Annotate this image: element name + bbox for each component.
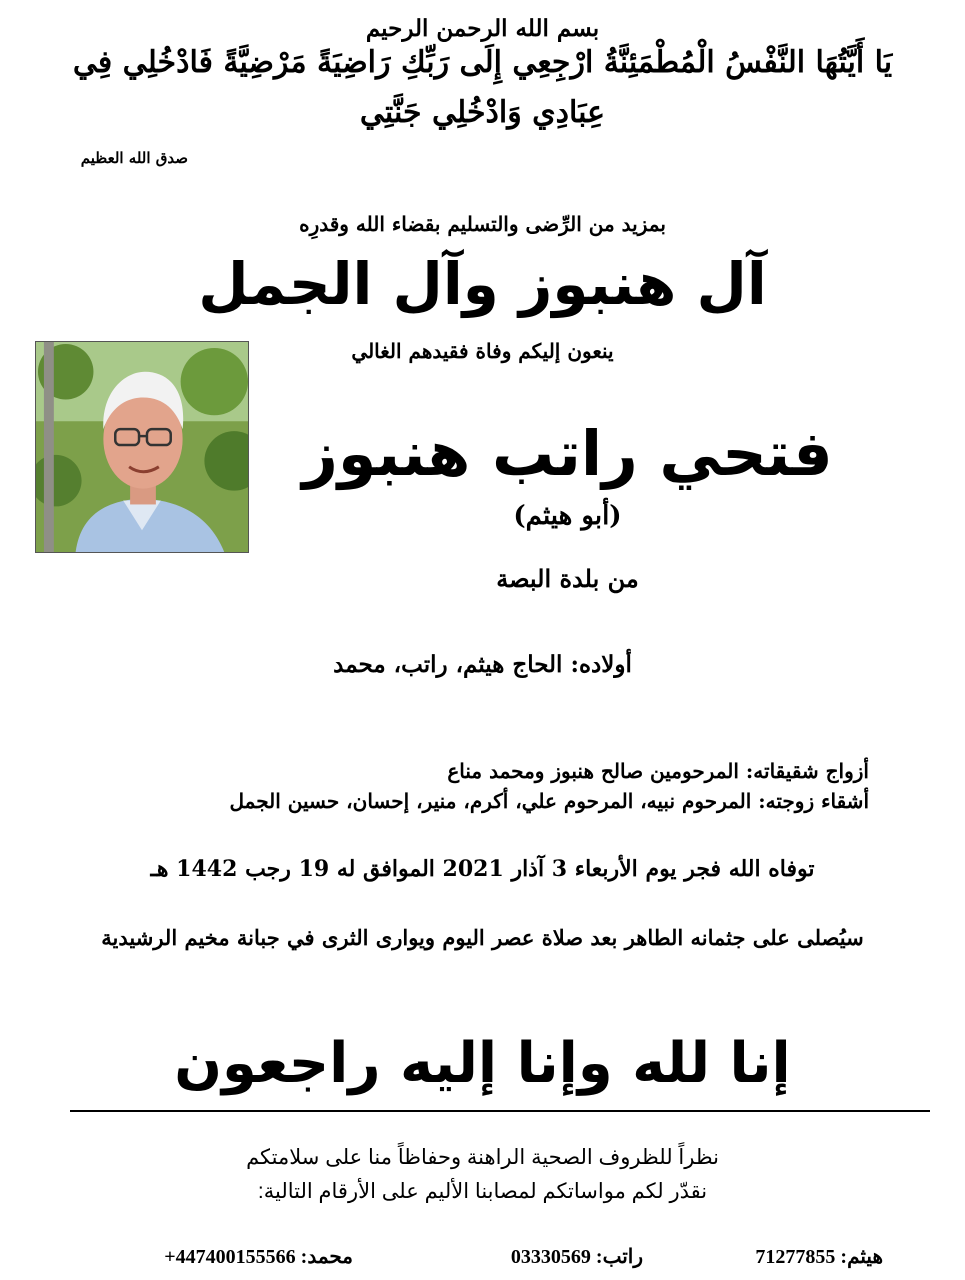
deceased-name: فتحي راتب هنبوز [302,417,833,490]
contact-name: هيثم: [840,1246,883,1268]
closing-calligraphy: إنا لله وإنا إليه راجعون [174,1031,791,1096]
health-notice-line-1: نظراً للظروف الصحية الراهنة وحفاظاً منا على سلامتكم [246,1146,719,1169]
intro-text: بمزيد من الرِّضى والتسليم بقضاء الله وقدرِه [299,212,666,236]
contact-haitham [755,1244,883,1269]
contact-number: 71277855 [755,1246,836,1268]
sadaq-allah-text: صدق الله العظيم [80,149,188,167]
divider-line [70,1110,930,1112]
children-list: أولاده: الحاج هيثم، راتب، محمد [333,651,632,678]
health-notice-line-2: نقدّر لكم مواساتكم لمصابنا الأليم على الأرقام التالية: [257,1180,708,1203]
deceased-kunya: (أبو هيثم) [513,501,622,531]
contact-number: +447400155566 [164,1246,296,1268]
quran-verse-line-2: عِبَادِي وَادْخُلِي جَنَّتِي [359,95,606,130]
hometown-text: من بلدة البصة [496,564,639,593]
contact-name: محمد: [300,1246,353,1268]
basmala: بسم الله الرحمن الرحيم [365,15,600,42]
contact-number: 03330569 [510,1246,591,1268]
family-names-heading: آل هنبوز وآل الجمل [198,250,767,318]
sisters-husbands-list: أزواج شقيقاته: المرحومين صالح هنبوز ومحمد مناع [447,759,869,783]
contact-name: راتب: [595,1246,643,1268]
quran-verse-line-1: يَا أَيَّتُهَا النَّفْسُ الْمُطْمَئِنَّةُ ارْجِعِي إِلَى رَبِّكِ رَاضِيَةً مَرْضِيَّةً فَادْخُلِي فِي [72,45,893,80]
announcement-text: ينعون إليكم وفاة فقيدهم الغالي [351,339,614,363]
contact-mohammad [164,1244,353,1269]
death-date-text: توفاه الله فجر يوم الأربعاء 3 آذار 2021 الموافق له 19 رجب 1442 هـ [150,856,815,882]
wife-siblings-list: أشقاء زوجته: المرحوم نبيه، المرحوم علي، أكرم، منير، إحسان، حسين الجمل [229,789,869,813]
deceased-photo [35,341,249,553]
contact-rateb [511,1244,643,1269]
funeral-text: سيُصلى على جثمانه الطاهر بعد صلاة عصر اليوم ويوارى الثرى في جبانة مخيم الرشيدية [101,925,864,950]
